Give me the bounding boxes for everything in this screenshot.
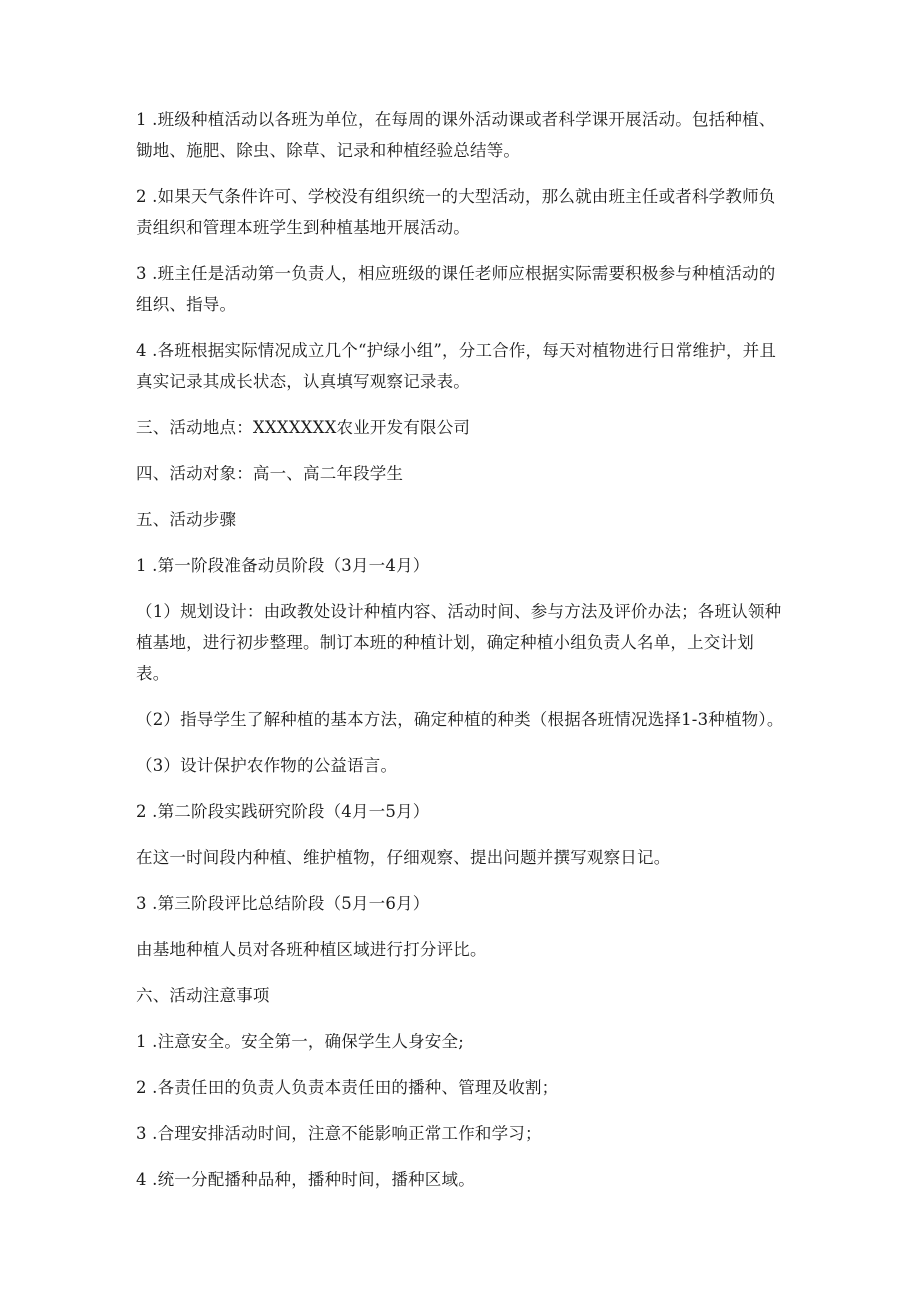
step-3-heading: 3 .第三阶段评比总结阶段（5月一6月） <box>136 894 430 913</box>
step-2-heading: 2 .第二阶段实践研究阶段（4月一5月） <box>136 802 430 821</box>
step-2-description: 在这一时间段内种植、维护植物，仔细观察、提出问题并撰写观察日记。 <box>136 848 671 867</box>
step-1-item-2: （2）指导学生了解种植的基本方法，确定种植的种类（根据各班情况选择1-3种植物）。 <box>136 710 784 729</box>
step-1-heading: 1 .第一阶段准备动员阶段（3月一4月） <box>136 556 430 575</box>
step-3-description: 由基地种植人员对各班种植区域进行打分评比。 <box>136 940 487 959</box>
section-heading-location: 三、活动地点：XXXXXXX农业开发有限公司 <box>136 418 471 437</box>
section-heading-steps: 五、活动步骤 <box>136 510 237 529</box>
section-heading-participants: 四、活动对象：高一、高二年段学生 <box>136 464 404 483</box>
step-1-item-1: （1）规划设计：由政教处设计种植内容、活动时间、参与方法及评价办法；各班认领种植基地，进行初步整理。制订本班的种植计划，确定种植小组负责人名单，上交计划表。 <box>136 602 782 683</box>
step-1-item-3: （3）设计保护农作物的公益语言。 <box>136 756 398 775</box>
paragraph-activity-rule-4: 4 .各班根据实际情况成立几个“护绿小组”，分工合作，每天对植物进行日常维护，并且真实记录其成长状态，认真填写观察记录表。 <box>136 341 777 391</box>
precaution-3: 3 .合理安排活动时间，注意不能影响正常工作和学习； <box>136 1124 542 1143</box>
paragraph-activity-rule-2: 2 .如果天气条件许可、学校没有组织统一的大型活动，那么就由班主任或者科学教师负责组织和管理本班学生到种植基地开展活动。 <box>136 187 776 237</box>
document-body <box>136 104 786 1210</box>
paragraph-activity-rule-3: 3 .班主任是活动第一负责人，相应班级的课任老师应根据实际需要积极参与种植活动的组织、指导。 <box>136 264 776 314</box>
section-heading-precautions: 六、活动注意事项 <box>136 986 270 1005</box>
paragraph-activity-rule-1: 1 .班级种植活动以各班为单位，在每周的课外活动课或者科学课开展活动。包括种植、锄地、施肥、除虫、除草、记录和种植经验总结等。 <box>136 110 776 160</box>
precaution-2: 2 .各责任田的负责人负责本责任田的播种、管理及收割； <box>136 1078 559 1097</box>
precaution-1: 1 .注意安全。安全第一，确保学生人身安全; <box>136 1032 464 1051</box>
precaution-4: 4 .统一分配播种品种，播种时间，播种区域。 <box>136 1170 475 1189</box>
